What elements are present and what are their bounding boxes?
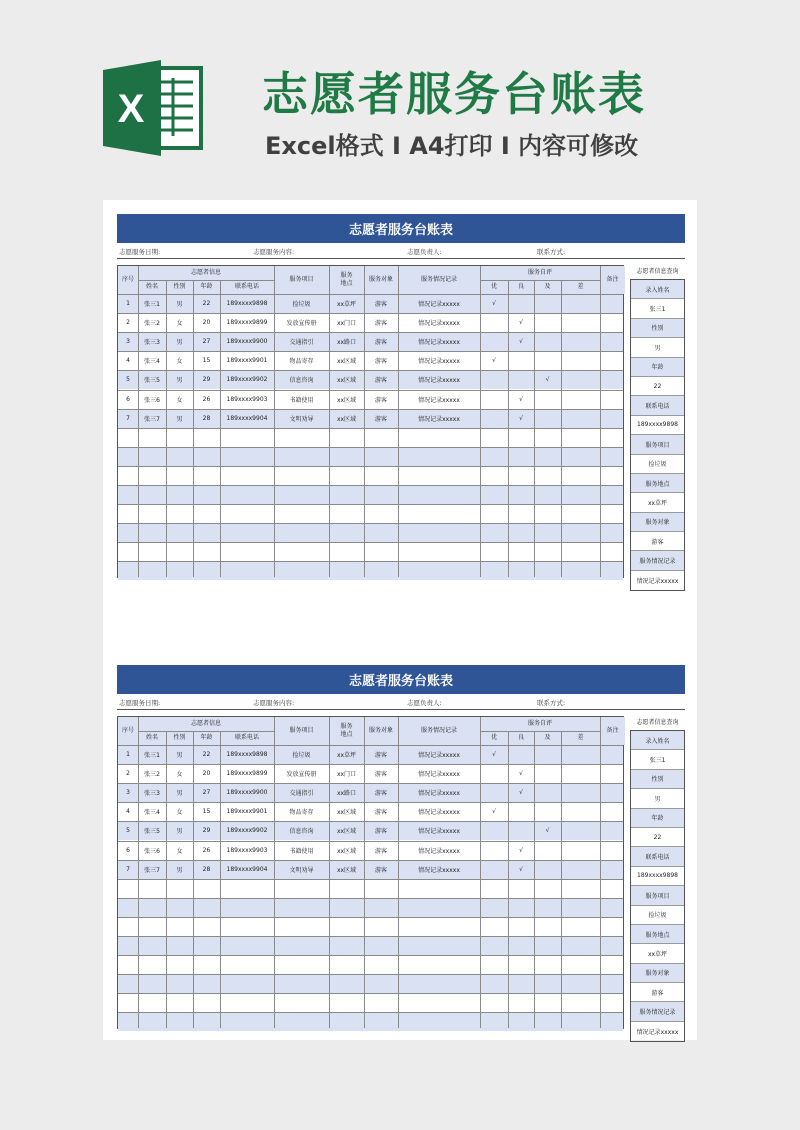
lookup-field-value: 张三1 <box>631 750 684 769</box>
ledger-sheet <box>117 665 685 1037</box>
grid-hline <box>118 917 623 918</box>
rating-check-mark: √ <box>492 300 496 308</box>
lookup-field-value: 情况记录xxxxx <box>636 1029 679 1037</box>
cell-no: 4 <box>126 357 130 365</box>
cell-phone: 189xxxx9904 <box>226 414 268 422</box>
cell-no: 6 <box>126 846 130 854</box>
col-header-no: 序号 <box>118 717 138 745</box>
contact-label: 联系方式: <box>537 248 566 256</box>
cell-place: xx门口 <box>336 771 357 779</box>
cell-gender: 女 <box>176 771 183 779</box>
rating-check-mark: √ <box>519 789 523 797</box>
cell-name: 张三1 <box>144 301 160 309</box>
cell-no: 2 <box>126 319 130 327</box>
lookup-field-value: 男 <box>631 789 684 808</box>
col-header-excellent: 优 <box>480 280 508 294</box>
col-header-gender: 性别 <box>166 731 193 745</box>
cell-name: 张三5 <box>144 828 160 836</box>
col-header-volunteer-info: 志愿者信息 <box>138 266 274 280</box>
volunteer-lookup-panel <box>630 716 685 1042</box>
ledger-table <box>117 265 624 578</box>
svg-text:X: X <box>117 87 145 131</box>
cell-gender: 女 <box>176 320 183 328</box>
lookup-field-value: 游客 <box>631 532 684 551</box>
cell-item: 信息咨询 <box>289 377 314 385</box>
cell-gender: 女 <box>176 396 183 404</box>
cell-place: xx路口 <box>336 790 357 798</box>
service-date-label: 志愿服务日期: <box>119 699 161 707</box>
rating-check-mark: √ <box>545 827 550 835</box>
lookup-field-label: 联系电话 <box>631 847 684 866</box>
cell-age: 27 <box>202 338 211 346</box>
cell-place: xx区域 <box>336 847 357 855</box>
cell-age: 29 <box>202 376 211 384</box>
cell-age: 26 <box>202 846 211 854</box>
cell-no: 7 <box>126 865 130 873</box>
cell-phone: 189xxxx9899 <box>226 770 268 778</box>
cell-target: 游客 <box>374 866 387 874</box>
col-header-no: 序号 <box>118 266 138 294</box>
lookup-field-label: 服务对象 <box>631 964 684 983</box>
cell-name: 张三4 <box>144 809 160 817</box>
lookup-field-label: 服务对象 <box>631 513 684 532</box>
cell-age: 29 <box>202 827 211 835</box>
cell-record: 情况记录xxxxx <box>418 415 460 423</box>
cell-no: 5 <box>126 376 130 384</box>
cell-place: xx草坪 <box>336 752 357 760</box>
ledger-table <box>117 716 624 1029</box>
rating-check-mark: √ <box>519 395 523 403</box>
cell-target: 游客 <box>374 396 387 404</box>
grid-hline <box>118 485 623 486</box>
cell-phone: 189xxxx9899 <box>226 319 268 327</box>
contact-label: 联系方式: <box>537 699 566 707</box>
cell-record: 情况记录xxxxx <box>418 790 460 798</box>
cell-record: 情况记录xxxxx <box>418 396 460 404</box>
service-content-label: 志愿服务内容: <box>253 248 295 256</box>
lookup-field-value: xx草坪 <box>631 493 684 512</box>
sheet-info-bar <box>117 694 685 710</box>
cell-record: 情况记录xxxxx <box>418 866 460 874</box>
cell-target: 游客 <box>374 301 387 309</box>
col-header-name: 姓名 <box>138 731 166 745</box>
col-header-age: 年龄 <box>193 731 220 745</box>
cell-age: 22 <box>202 751 211 759</box>
cell-gender: 男 <box>176 828 183 836</box>
cell-gender: 男 <box>176 339 183 347</box>
grid-hline <box>118 561 623 562</box>
cell-place: xx门口 <box>336 320 357 328</box>
paper-sheet <box>103 200 697 1040</box>
cell-name: 张三6 <box>144 396 160 404</box>
cell-age: 15 <box>202 357 211 365</box>
lookup-field-label: 年龄 <box>631 358 684 377</box>
cell-age: 26 <box>202 395 211 403</box>
cell-record: 情况记录xxxxx <box>418 847 460 855</box>
rating-check-mark: √ <box>519 846 523 854</box>
lookup-title: 志愿者信息查询 <box>636 719 679 726</box>
cell-place: xx区域 <box>336 809 357 817</box>
rating-check-mark: √ <box>492 357 496 365</box>
cell-no: 3 <box>126 338 130 346</box>
lookup-box <box>630 279 685 591</box>
cell-gender: 女 <box>176 809 183 817</box>
cell-gender: 男 <box>176 415 183 423</box>
cell-phone: 189xxxx9900 <box>226 338 268 346</box>
cell-phone: 189xxxx9901 <box>226 808 268 816</box>
cell-place: xx路口 <box>336 339 357 347</box>
grid-hline <box>118 542 623 543</box>
lookup-field-value: 189xxxx9898 <box>631 416 684 435</box>
cell-name: 张三5 <box>144 377 160 385</box>
grid-hline <box>118 993 623 994</box>
lookup-field-value: 捡垃圾 <box>631 906 684 925</box>
cell-phone: 189xxxx9898 <box>226 300 268 308</box>
col-header-rating: 服务自评 <box>480 266 600 280</box>
lookup-field-label: 录入姓名 <box>631 731 684 750</box>
cell-target: 游客 <box>374 828 387 836</box>
col-header-service-place: 服务 地点 <box>329 717 364 745</box>
col-header-service-item: 服务项目 <box>274 266 329 294</box>
cell-gender: 女 <box>176 847 183 855</box>
cell-record: 情况记录xxxxx <box>418 320 460 328</box>
cell-name: 张三7 <box>144 866 160 874</box>
cell-place: xx区域 <box>336 396 357 404</box>
cell-name: 张三3 <box>144 790 160 798</box>
cell-place: xx区域 <box>336 828 357 836</box>
cell-age: 28 <box>202 865 211 873</box>
cell-phone: 189xxxx9898 <box>226 751 268 759</box>
cell-place: xx区域 <box>336 377 357 385</box>
cell-item: 交通指引 <box>289 339 314 347</box>
cell-target: 游客 <box>374 377 387 385</box>
lookup-field-label: 联系电话 <box>631 396 684 415</box>
grid-hline <box>480 731 600 732</box>
cell-no: 5 <box>126 827 130 835</box>
col-header-service-item: 服务项目 <box>274 717 329 745</box>
cell-item: 书籍使用 <box>289 847 314 855</box>
lookup-field-label: 服务情况记录 <box>631 1002 684 1021</box>
cell-phone: 189xxxx9900 <box>226 789 268 797</box>
col-header-phone: 联系电话 <box>220 731 274 745</box>
rating-check-mark: √ <box>519 319 523 327</box>
grid-hline <box>118 1012 623 1013</box>
volunteer-lookup-panel <box>630 265 685 591</box>
lookup-field-label: 服务项目 <box>631 886 684 905</box>
lookup-field-label: 服务地点 <box>631 474 684 493</box>
col-header-excellent: 优 <box>480 731 508 745</box>
sheet-info-bar <box>117 243 685 259</box>
grid-hline <box>138 731 274 732</box>
grid-hline <box>118 898 623 899</box>
col-header-pass: 及 <box>534 280 561 294</box>
cell-no: 3 <box>126 789 130 797</box>
lookup-field-label: 录入姓名 <box>631 280 684 299</box>
rating-check-mark: √ <box>519 338 523 346</box>
lookup-field-label: 年龄 <box>631 809 684 828</box>
cell-name: 张三6 <box>144 847 160 855</box>
grid-hline <box>118 523 623 524</box>
rating-check-mark: √ <box>492 808 496 816</box>
lookup-field-label: 性别 <box>631 319 684 338</box>
col-header-rating: 服务自评 <box>480 717 600 731</box>
col-header-phone: 联系电话 <box>220 280 274 294</box>
cell-no: 4 <box>126 808 130 816</box>
cell-gender: 男 <box>176 790 183 798</box>
cell-age: 20 <box>202 319 211 327</box>
cell-item: 发放宣传册 <box>286 771 317 779</box>
page-subtitle: Excel格式 I A4打印 I 内容可修改 <box>265 132 639 160</box>
cell-no: 6 <box>126 395 130 403</box>
cell-age: 20 <box>202 770 211 778</box>
cell-gender: 女 <box>176 358 183 366</box>
cell-phone: 189xxxx9903 <box>226 846 268 854</box>
grid-hline <box>480 280 600 281</box>
col-header-name: 姓名 <box>138 280 166 294</box>
lookup-title: 志愿者信息查询 <box>636 268 679 275</box>
col-header-service-place: 服务 地点 <box>329 266 364 294</box>
lookup-field-value: 张三1 <box>631 299 684 318</box>
grid-hline <box>118 504 623 505</box>
cell-name: 张三7 <box>144 415 160 423</box>
col-header-good: 良 <box>508 280 534 294</box>
service-date-label: 志愿服务日期: <box>119 248 161 256</box>
cell-item: 文明劝导 <box>289 415 314 423</box>
col-header-service-target: 服务对象 <box>364 266 398 294</box>
excel-logo-icon <box>103 60 205 156</box>
cell-no: 2 <box>126 770 130 778</box>
ledger-sheet <box>117 214 685 586</box>
cell-item: 捡垃圾 <box>292 301 311 309</box>
cell-place: xx草坪 <box>336 301 357 309</box>
lookup-field-value: 男 <box>631 338 684 357</box>
cell-target: 游客 <box>374 790 387 798</box>
cell-item: 文明劝导 <box>289 866 314 874</box>
grid-hline <box>118 466 623 467</box>
grid-hline <box>118 879 623 880</box>
leader-label: 志愿负责人: <box>407 699 442 707</box>
grid-hline <box>118 955 623 956</box>
col-header-service-record: 服务情况记录 <box>398 266 480 294</box>
cell-age: 27 <box>202 789 211 797</box>
col-header-volunteer-info: 志愿者信息 <box>138 717 274 731</box>
cell-place: xx区域 <box>336 866 357 874</box>
col-header-pass: 及 <box>534 731 561 745</box>
col-header-poor: 差 <box>561 280 600 294</box>
cell-no: 1 <box>126 300 130 308</box>
cell-record: 情况记录xxxxx <box>418 339 460 347</box>
cell-name: 张三2 <box>144 771 160 779</box>
grid-hline <box>138 280 274 281</box>
cell-record: 情况记录xxxxx <box>418 809 460 817</box>
cell-record: 情况记录xxxxx <box>418 301 460 309</box>
cell-item: 信息咨询 <box>289 828 314 836</box>
lookup-field-value: 捡垃圾 <box>631 455 684 474</box>
cell-target: 游客 <box>374 415 387 423</box>
cell-name: 张三3 <box>144 339 160 347</box>
rating-check-mark: √ <box>545 376 550 384</box>
col-header-remark: 备注 <box>600 266 625 294</box>
col-header-poor: 差 <box>561 731 600 745</box>
cell-target: 游客 <box>374 339 387 347</box>
sheet-banner: 志愿者服务台账表 <box>117 665 685 694</box>
lookup-field-label: 性别 <box>631 770 684 789</box>
lookup-field-value: 游客 <box>631 983 684 1002</box>
lookup-box <box>630 730 685 1042</box>
lookup-field-label: 服务情况记录 <box>631 551 684 570</box>
grid-hline <box>118 447 623 448</box>
cell-record: 情况记录xxxxx <box>418 377 460 385</box>
cell-record: 情况记录xxxxx <box>418 771 460 779</box>
sheet-banner: 志愿者服务台账表 <box>117 214 685 243</box>
grid-hline <box>118 974 623 975</box>
col-header-age: 年龄 <box>193 280 220 294</box>
cell-phone: 189xxxx9902 <box>226 827 268 835</box>
rating-check-mark: √ <box>519 770 523 778</box>
cell-gender: 男 <box>176 752 183 760</box>
page-header <box>0 0 800 190</box>
cell-phone: 189xxxx9904 <box>226 865 268 873</box>
cell-record: 情况记录xxxxx <box>418 358 460 366</box>
col-header-service-target: 服务对象 <box>364 717 398 745</box>
cell-phone: 189xxxx9903 <box>226 395 268 403</box>
cell-item: 捡垃圾 <box>292 752 311 760</box>
lookup-field-value: 189xxxx9898 <box>631 867 684 886</box>
cell-target: 游客 <box>374 358 387 366</box>
cell-age: 15 <box>202 808 211 816</box>
rating-check-mark: √ <box>519 414 523 422</box>
lookup-field-label: 服务项目 <box>631 435 684 454</box>
cell-item: 交通指引 <box>289 790 314 798</box>
cell-target: 游客 <box>374 320 387 328</box>
cell-no: 1 <box>126 751 130 759</box>
cell-target: 游客 <box>374 809 387 817</box>
cell-gender: 男 <box>176 301 183 309</box>
cell-place: xx区域 <box>336 415 357 423</box>
cell-name: 张三4 <box>144 358 160 366</box>
cell-target: 游客 <box>374 771 387 779</box>
col-header-service-record: 服务情况记录 <box>398 717 480 745</box>
col-header-remark: 备注 <box>600 717 625 745</box>
page-title: 志愿者服务台账表 <box>262 67 646 121</box>
rating-check-mark: √ <box>519 865 523 873</box>
leader-label: 志愿负责人: <box>407 248 442 256</box>
lookup-field-value: 22 <box>631 828 684 847</box>
cell-no: 7 <box>126 414 130 422</box>
cell-phone: 189xxxx9902 <box>226 376 268 384</box>
cell-item: 发放宣传册 <box>286 320 317 328</box>
lookup-field-label: 服务地点 <box>631 925 684 944</box>
service-content-label: 志愿服务内容: <box>253 699 295 707</box>
cell-age: 28 <box>202 414 211 422</box>
cell-item: 书籍使用 <box>289 396 314 404</box>
cell-name: 张三1 <box>144 752 160 760</box>
cell-item: 物品寄存 <box>289 358 314 366</box>
lookup-field-value: 22 <box>631 377 684 396</box>
lookup-field-value: 情况记录xxxxx <box>636 578 679 586</box>
lookup-field-value: xx草坪 <box>631 944 684 963</box>
cell-age: 22 <box>202 300 211 308</box>
cell-name: 张三2 <box>144 320 160 328</box>
cell-item: 物品寄存 <box>289 809 314 817</box>
rating-check-mark: √ <box>492 751 496 759</box>
cell-gender: 男 <box>176 377 183 385</box>
cell-gender: 男 <box>176 866 183 874</box>
grid-hline <box>118 428 623 429</box>
cell-target: 游客 <box>374 847 387 855</box>
cell-record: 情况记录xxxxx <box>418 752 460 760</box>
grid-hline <box>118 936 623 937</box>
cell-place: xx区域 <box>336 358 357 366</box>
cell-phone: 189xxxx9901 <box>226 357 268 365</box>
col-header-good: 良 <box>508 731 534 745</box>
cell-record: 情况记录xxxxx <box>418 828 460 836</box>
col-header-gender: 性别 <box>166 280 193 294</box>
cell-target: 游客 <box>374 752 387 760</box>
